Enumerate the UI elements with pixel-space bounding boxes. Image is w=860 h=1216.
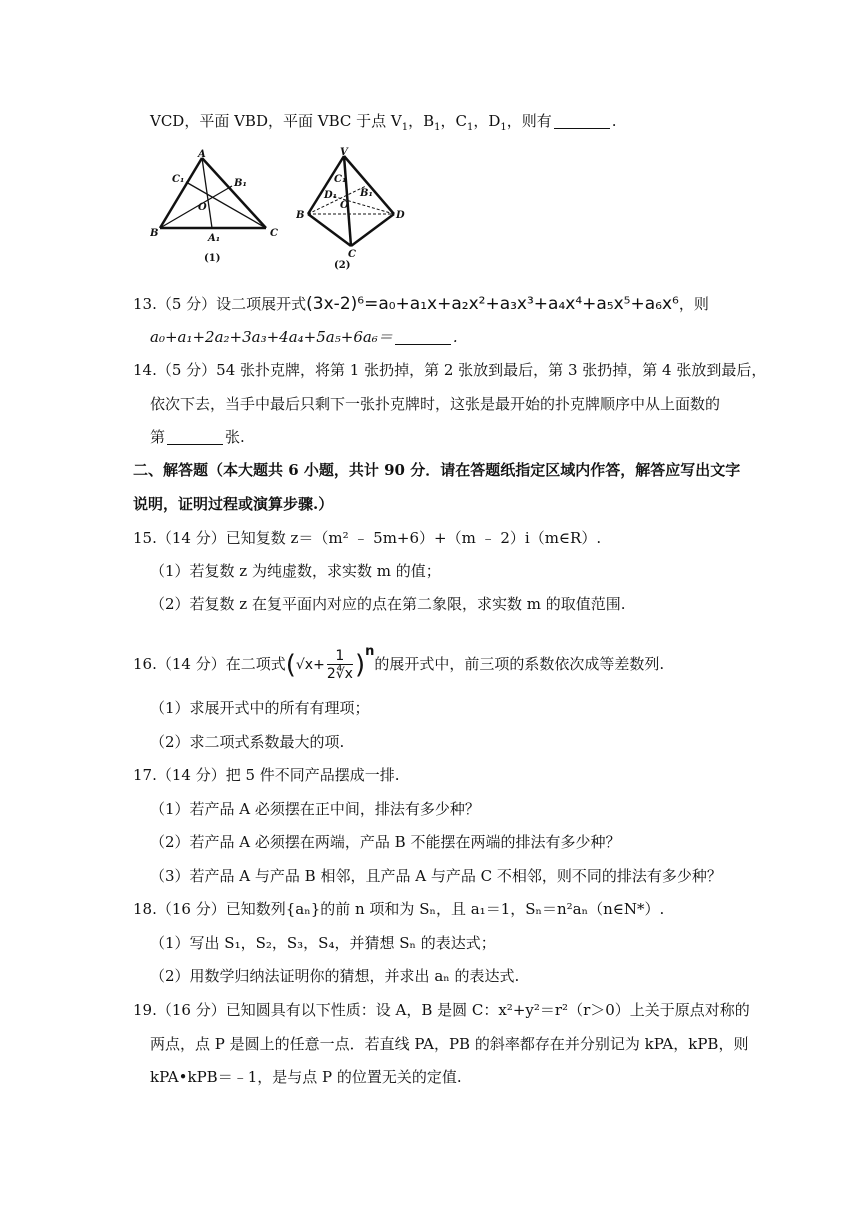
q16-text: （14 分）在二项式 <box>156 655 286 673</box>
q16-frac-num: 1 <box>327 648 353 665</box>
q19-line2: 两点，点 P 是圆上的任意一点．若直线 PA，PB 的斜率都存在并分别记为 kPA，kPB，则 <box>150 1035 749 1053</box>
q14-text: （5 分）54 张扑克牌，将第 1 张扔掉，第 2 张放到最后，第 3 张扔掉，第 4 张放到最后， <box>156 361 767 379</box>
q16-text: 的展开式中，前三项的系数依次成等差数列. <box>374 655 665 673</box>
q13-text: （5 分）设二项展开式 <box>156 295 307 313</box>
figure-2-tetrahedron <box>296 146 412 270</box>
fig2-label: C₁ <box>334 174 347 185</box>
q12-text: . <box>611 112 617 130</box>
q17-part2: （2）若产品 A 必须摆在两端，产品 B 不能摆在两端的排法有多少种？ <box>150 833 621 851</box>
q16-paren-close: ) <box>354 650 366 680</box>
q19-line1 <box>133 999 750 1021</box>
fig2-label: V <box>340 147 348 158</box>
q12-sub: 1 <box>467 122 474 133</box>
figure-1-triangle <box>150 148 280 268</box>
q17-part1: （1）若产品 A 必须摆在正中间，排法有多少种？ <box>150 800 480 818</box>
fig2-label: C <box>348 249 356 260</box>
q16-paren-open: ( <box>285 650 296 680</box>
fig2-label: D₁ <box>324 190 338 201</box>
answer-blank <box>167 428 223 445</box>
q12-sub: 1 <box>500 122 507 133</box>
fig1-label: A₁ <box>208 233 221 244</box>
fig1-label: C₁ <box>172 174 185 185</box>
q12-sub: 1 <box>401 122 409 133</box>
question-number: 19. <box>133 1001 157 1019</box>
q15-text: （14 分）已知复数 z＝（m² ﹣ 5m+6）+（m ﹣ 2）i（m∈R）. <box>156 529 602 547</box>
fig1-label: B₁ <box>234 178 247 189</box>
fig2-label: O <box>340 200 349 211</box>
section-heading-cont: 说明，证明过程或演算步骤.） <box>133 495 334 513</box>
q12-text: ，B <box>408 112 435 130</box>
fig2-label: D <box>396 210 405 221</box>
q14-line3 <box>150 426 245 448</box>
q17-text: （14 分）把 5 件不同产品摆成一排. <box>156 766 400 784</box>
q14-line1 <box>133 359 766 381</box>
q13-line2 <box>150 326 458 348</box>
question-number: 13. <box>133 295 157 313</box>
q16-exponent: n <box>365 644 375 659</box>
q12-text: VCD，平面 VBD，平面 VBC 于点 V <box>150 112 402 130</box>
fig2-label: B₁ <box>360 188 373 199</box>
q19-text: （16 分）已知圆具有以下性质：设 A，B 是圆 C：x²+y²＝r²（r＞0）上关于原点对称的 <box>156 1001 750 1019</box>
q13-sum-expression: a₀+a₁+2a₂+3a₃+4a₄+5a₅+6a₆＝ <box>150 328 393 346</box>
q14-line2: 依次下去，当手中最后只剩下一张扑克牌时，这张是最开始的扑克牌顺序中从上面数的 <box>150 395 721 413</box>
q18-text: （16 分）已知数列{aₙ}的前 n 项和为 Sₙ，且 a₁＝1，Sₙ＝n²aₙ（n∈N*）. <box>156 900 665 918</box>
question-number: 14. <box>133 361 157 379</box>
q16-sqrt-x: √x <box>295 657 314 673</box>
q16-part1: （1）求展开式中的所有有理项； <box>150 699 370 717</box>
q18-stem <box>133 898 664 920</box>
q17-stem <box>133 764 400 786</box>
q19-line3: kPA•kPB＝﹣1，是与点 P 的位置无关的定值. <box>150 1068 462 1086</box>
q18-part2: （2）用数学归纳法证明你的猜想，并求出 aₙ 的表达式. <box>150 967 520 985</box>
q16-fraction <box>327 648 353 683</box>
q16-frac-den: 2∜x <box>326 665 353 682</box>
q17-part3: （3）若产品 A 与产品 B 相邻，且产品 A 与产品 C 不相邻，则不同的排法有多少种？ <box>150 867 722 885</box>
q12-text: ，D <box>473 112 501 130</box>
q12-text: ，则有 <box>506 112 552 130</box>
q13-formula: (3x-2)⁶=a₀+a₁x+a₂x²+a₃x³+a₄x⁴+a₅x⁵+a₆x⁶ <box>306 294 679 314</box>
q18-part1: （1）写出 S₁，S₂，S₃，S₄，并猜想 Sₙ 的表达式； <box>150 934 496 952</box>
fig1-label: O <box>198 202 207 213</box>
q14-text: 第 <box>150 428 166 446</box>
q15-part2: （2）若复数 z 在复平面内对应的点在第二象限，求实数 m 的取值范围. <box>150 595 626 613</box>
q16-stem <box>133 632 665 682</box>
q13-text: . <box>452 328 458 346</box>
q12-tail-line <box>150 110 617 139</box>
answer-blank <box>395 328 451 345</box>
q16-plus: + <box>313 657 325 673</box>
q12-sub: 1 <box>434 122 441 133</box>
answer-blank <box>554 112 610 129</box>
fig2-caption: (2) <box>334 260 351 270</box>
question-number: 16. <box>133 655 157 673</box>
q14-text: 张. <box>225 428 245 446</box>
fig2-label: B <box>296 210 305 221</box>
question-number: 15. <box>133 529 157 547</box>
q15-stem <box>133 527 601 549</box>
fig1-label: C <box>270 228 278 239</box>
q16-part2: （2）求二项式系数最大的项. <box>150 733 345 751</box>
fig1-caption: (1) <box>204 253 221 264</box>
question-number: 17. <box>133 766 157 784</box>
q15-part1: （1）若复数 z 为纯虚数，求实数 m 的值； <box>150 562 441 580</box>
question-number: 18. <box>133 900 157 918</box>
q12-text: ，C <box>440 112 467 130</box>
fig1-label: A <box>198 149 206 160</box>
q13-line1 <box>133 293 709 315</box>
section-heading: 二、解答题（本大题共 6 小题，共计 90 分．请在答题纸指定区域内作答，解答应写出文字 <box>133 461 741 479</box>
fig1-label: B <box>150 228 159 239</box>
q13-text: ，则 <box>678 295 709 313</box>
